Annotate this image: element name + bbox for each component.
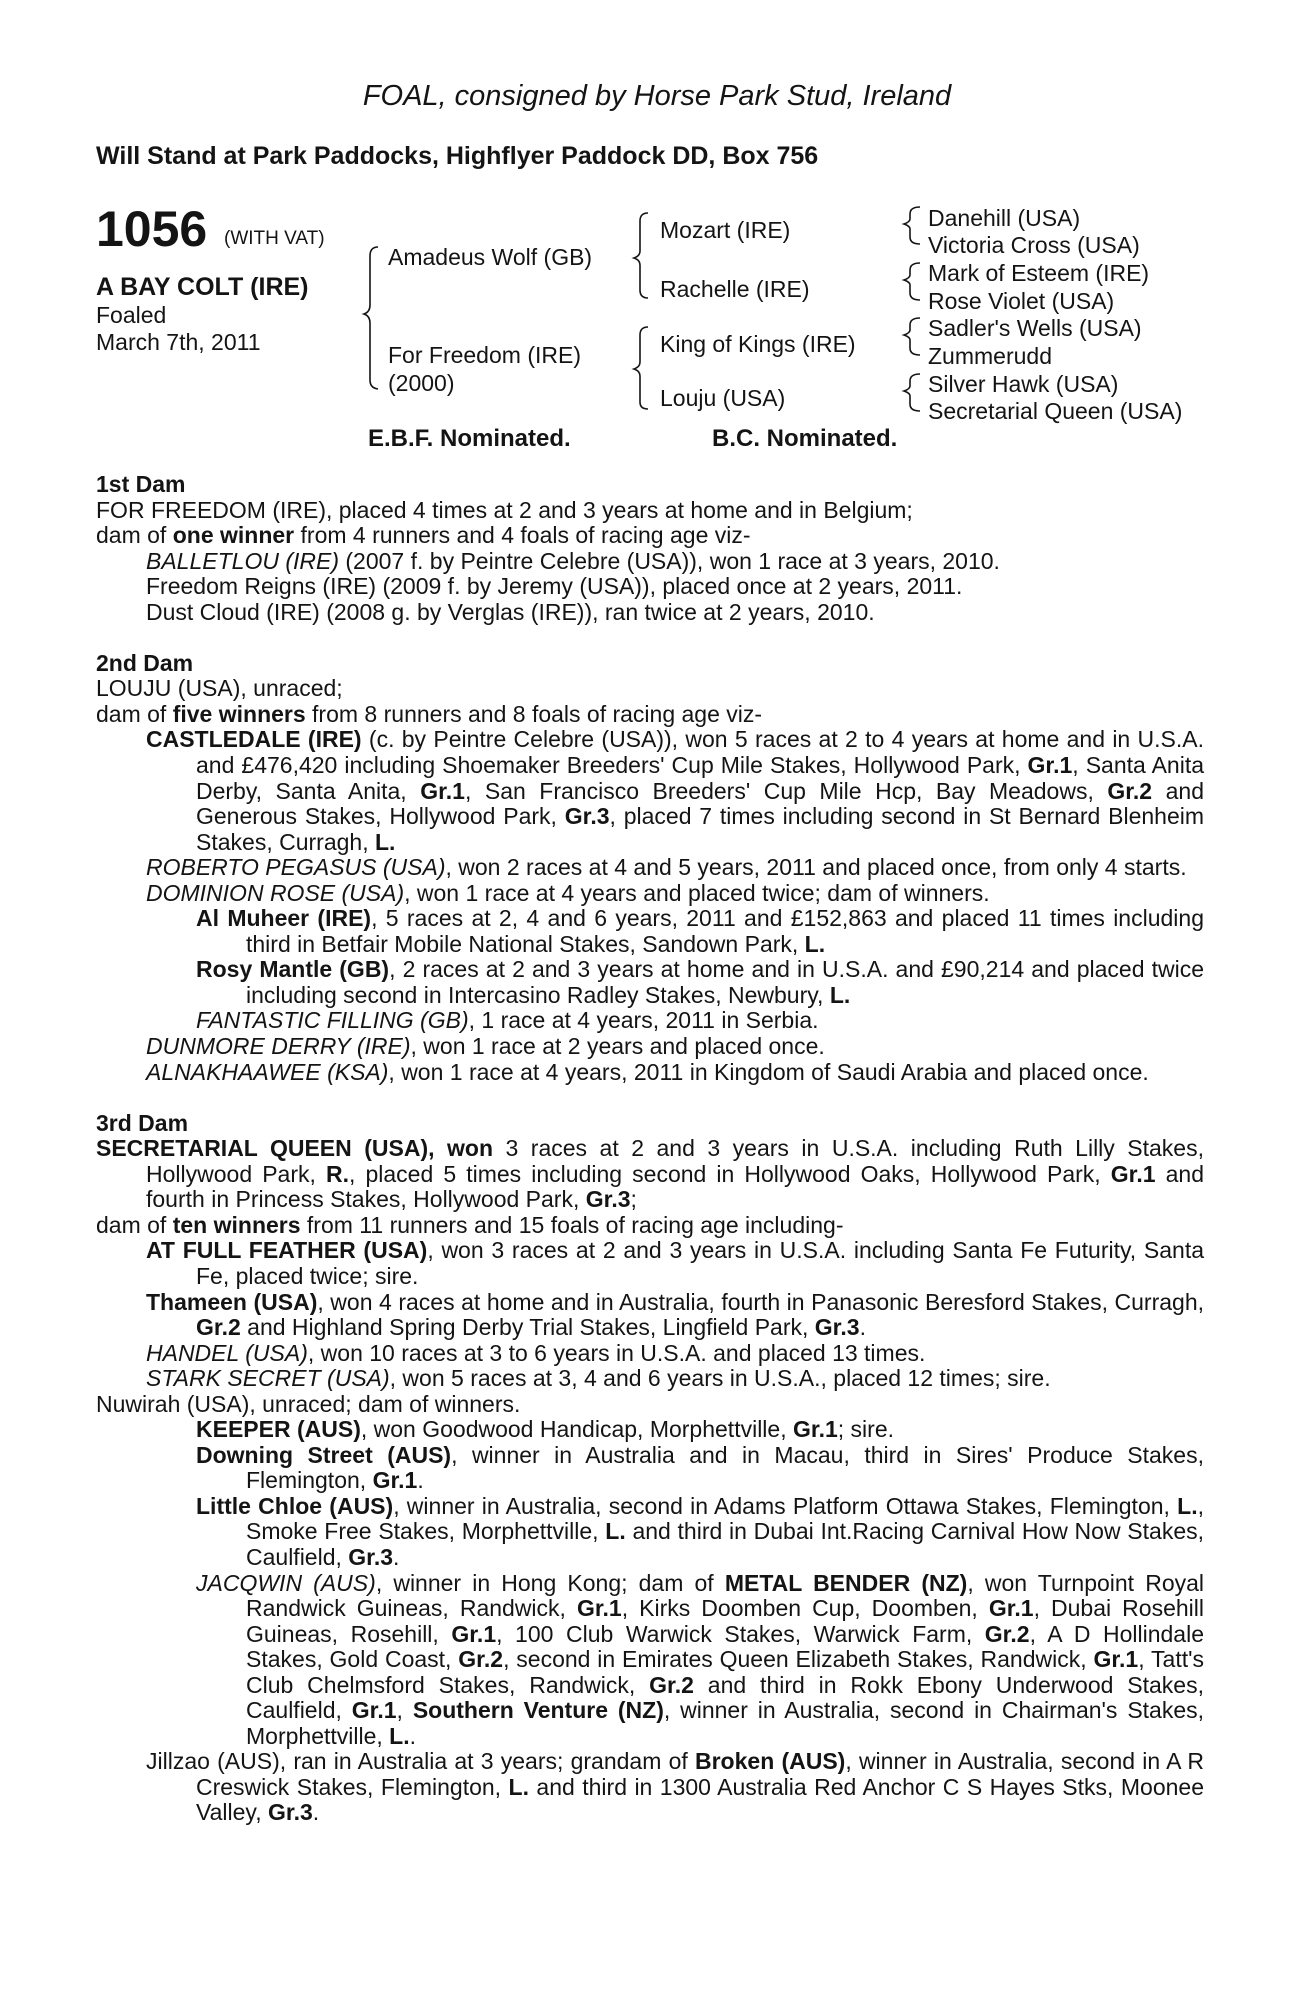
pedigree-dam-year: (2000): [388, 370, 455, 396]
brace-g3-3: [904, 318, 920, 355]
ebf-nominated: E.B.F. Nominated.: [368, 425, 571, 452]
stand-line: Will Stand at Park Paddocks, Highflyer Paddock DD, Box 756: [96, 142, 819, 170]
foaled-date: March 7th, 2011: [96, 329, 261, 355]
second-dam-heading: 2nd Dam: [96, 649, 194, 676]
third-dam-heading: 3rd Dam: [96, 1109, 189, 1136]
produce-handel: HANDEL (USA), won 10 races at 3 to 6 years in U.S.A. and placed 13 times.: [146, 1339, 926, 1366]
produce-downing-street: Downing Street (AUS), winner in Australia and in Macau, third in Sires' Produce Stakes, Flemington, Gr.1.: [196, 1441, 1204, 1494]
produce-nuwirah: Nuwirah (USA), unraced; dam of winners.: [96, 1390, 521, 1417]
pedigree-sire-sire: Mozart (IRE): [660, 217, 791, 243]
produce-al-muheer: Al Muheer (IRE), 5 races at 2, 4 and 6 years, 2011 and £152,863 and placed 11 times including third in Betfair Mobile National Stakes, Sandown Park, L.: [196, 905, 1204, 957]
lot-number: 1056: [96, 201, 208, 257]
produce-roberto-pegasus: ROBERTO PEGASUS (USA), won 2 races at 4 and 5 years, 2011 and placed once, from only 4 starts.: [146, 854, 1187, 881]
produce-jacqwin: JACQWIN (AUS), winner in Hong Kong; dam of METAL BENDER (NZ), won Turnpoint Royal Randwick Guineas, Randwick, Gr.1, Kirks Doomben Cup, Doomben, Gr.1, Dubai Rosehill Guineas, Rosehill, Gr.1, 100 Club Warwick Stakes, Warwick Farm, Gr.2, A D Hollindale Stakes, Gold Coast, Gr.2, second in Emirates Queen Elizabeth Stakes, Randwick, Gr.1, Tatt's Club Chelmsford Stakes, Randwick, Gr.2 and third in Rokk Ebony Underwood Stakes, Caulfield, Gr.1, Southern Venture (NZ), winner in Australia, second in Chairman's Stakes, Morphettville, L..: [196, 1569, 1205, 1749]
lot-vat: (WITH VAT): [224, 228, 325, 249]
pedigree-g7: Silver Hawk (USA): [928, 371, 1119, 397]
pedigree-dam-dam: Louju (USA): [660, 385, 786, 411]
brace-dam: [634, 327, 648, 409]
consignment-line: FOAL, consigned by Horse Park Stud, Ireland: [362, 80, 952, 112]
produce-freedom-reigns: Freedom Reigns (IRE) (2009 f. by Jeremy (USA)), placed once at 2 years, 2011.: [146, 573, 963, 600]
produce-fantastic-filling: FANTASTIC FILLING (GB), 1 race at 4 years, 2011 in Serbia.: [196, 1007, 819, 1034]
second-dam-line: LOUJU (USA), unraced;: [96, 675, 343, 702]
third-dam-line: SECRETARIAL QUEEN (USA), won 3 races at 2 and 3 years in U.S.A. including Ruth Lilly Stakes, Hollywood Park, R., placed 5 times including second in Hollywood Oaks, Hollywood Park, Gr.1 and fourth in Princess Stakes, Hollywood Park, Gr.3;: [96, 1135, 1204, 1213]
pedigree-g5: Sadler's Wells (USA): [928, 315, 1142, 341]
produce-jillzao: Jillzao (AUS), ran in Australia at 3 years; grandam of Broken (AUS), winner in Australia, second in A R Creswick Stakes, Flemington, L. and third in 1300 Australia Red Anchor C S Hayes Stks, Moonee Valley, Gr.3.: [146, 1748, 1204, 1826]
brace-g3-1: [904, 207, 920, 244]
pedigree-g6: Zummerudd: [928, 343, 1052, 369]
pedigree-dam: For Freedom (IRE): [388, 342, 581, 368]
produce-alnakhaawee: ALNAKHAAWEE (KSA), won 1 race at 4 years, 2011 in Kingdom of Saudi Arabia and placed once.: [146, 1058, 1149, 1085]
brace-gen1: [364, 247, 378, 389]
brace-sire: [634, 213, 648, 298]
produce-dominion-rose: DOMINION ROSE (USA), won 1 race at 4 years and placed twice; dam of winners.: [146, 879, 990, 906]
bc-nominated: B.C. Nominated.: [712, 425, 898, 452]
first-dam-line: FOR FREEDOM (IRE), placed 4 times at 2 and 3 years at home and in Belgium;: [96, 496, 913, 523]
produce-dust-cloud: Dust Cloud (IRE) (2008 g. by Verglas (IRE)), ran twice at 2 years, 2010.: [146, 598, 875, 625]
produce-little-chloe: Little Chloe (AUS), winner in Australia, second in Adams Platform Ottawa Stakes, Flemington, L., Smoke Free Stakes, Morphettville, L. and third in Dubai Int.Racing Carnival How Now Stakes, Caulfield, Gr.3.: [196, 1492, 1204, 1570]
produce-dunmore-derry: DUNMORE DERRY (IRE), won 1 race at 2 years and placed once.: [146, 1033, 825, 1060]
first-dam-heading: 1st Dam: [96, 471, 186, 497]
pedigree-g2: Victoria Cross (USA): [928, 232, 1140, 258]
produce-at-full-feather: AT FULL FEATHER (USA), won 3 races at 2 and 3 years in U.S.A. including Santa Fe Futurity, Santa Fe, placed twice; sire.: [146, 1237, 1205, 1289]
pedigree-g3: Mark of Esteem (IRE): [928, 260, 1150, 286]
catalogue-body: [96, 472, 1204, 1826]
pedigree-sire-dam: Rachelle (IRE): [660, 276, 810, 302]
brace-g3-4: [904, 374, 920, 411]
produce-rosy-mantle: Rosy Mantle (GB), 2 races at 2 and 3 years at home and in U.S.A. and £90,214 and placed twice including second in Intercasino Radley Stakes, Newbury, L.: [196, 956, 1204, 1008]
brace-g3-2: [904, 263, 920, 300]
second-dam-summary: dam of five winners from 8 runners and 8 foals of racing age viz-: [96, 700, 763, 727]
pedigree-sire: Amadeus Wolf (GB): [388, 244, 593, 270]
produce-thameen: Thameen (USA), won 4 races at home and in Australia, fourth in Panasonic Beresford Stakes, Curragh, Gr.2 and Highland Spring Derby Trial Stakes, Lingfield Park, Gr.3.: [146, 1288, 1205, 1341]
pedigree-dam-sire: King of Kings (IRE): [660, 331, 856, 357]
pedigree-g8: Secretarial Queen (USA): [928, 398, 1183, 424]
first-dam-summary: dam of one winner from 4 runners and 4 foals of racing age viz-: [96, 522, 751, 549]
lot-title: A BAY COLT (IRE): [96, 273, 309, 301]
produce-balletlou: BALLETLOU (IRE) (2007 f. by Peintre Celebre (USA)), won 1 race at 3 years, 2010.: [146, 547, 1000, 574]
produce-stark-secret: STARK SECRET (USA), won 5 races at 3, 4 and 6 years in U.S.A., placed 12 times; sire.: [146, 1365, 1051, 1392]
pedigree-g1: Danehill (USA): [928, 205, 1081, 231]
produce-keeper: KEEPER (AUS), won Goodwood Handicap, Morphettville, Gr.1; sire.: [196, 1416, 894, 1443]
third-dam-summary: dam of ten winners from 11 runners and 15 foals of racing age including-: [96, 1211, 844, 1238]
produce-castledale: CASTLEDALE (IRE) (c. by Peintre Celebre (USA)), won 5 races at 2 to 4 years at home and in U.S.A. and £476,420 including Shoemaker Breeders' Cup Mile Stakes, Hollywood Park, Gr.1, Santa Anita Derby, Santa Anita, Gr.1, San Francisco Breeders' Cup Mile Hcp, Bay Meadows, Gr.2 and Generous Stakes, Hollywood Park, Gr.3, placed 7 times including second in St Bernard Blenheim Stakes, Curragh, L.: [146, 726, 1205, 855]
foaled-label: Foaled: [96, 302, 167, 328]
pedigree-g4: Rose Violet (USA): [928, 288, 1115, 314]
